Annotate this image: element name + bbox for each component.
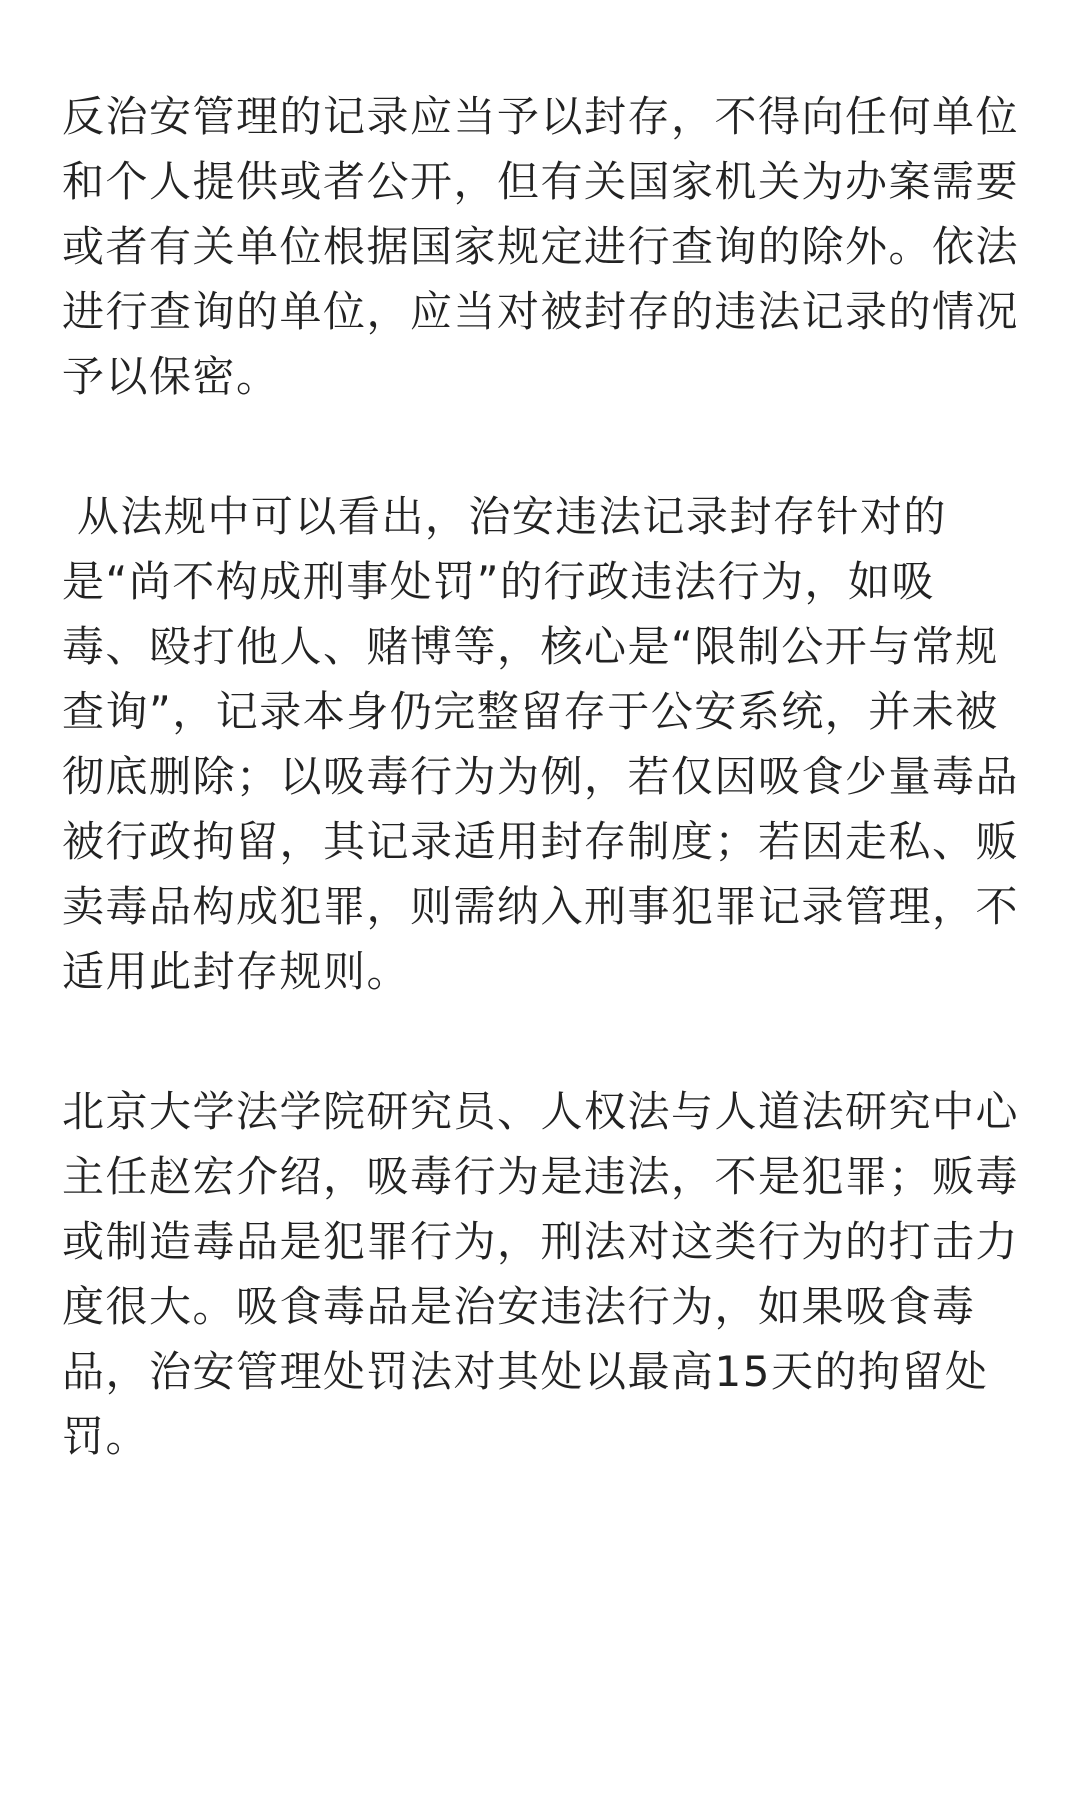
text-line: 或制造毒品是犯罪行为，刑法对这类行为的打击力 xyxy=(62,1217,1020,1266)
paragraph-spacer xyxy=(62,1004,1020,1079)
text-line: 查询”，记录本身仍完整留存于公安系统，并未被 xyxy=(62,687,999,736)
text-line: 主任赵宏介绍，吸毒行为是违法，不是犯罪；贩毒 xyxy=(62,1152,1020,1201)
text-line: 从法规中可以看出，治安违法记录封存针对的 xyxy=(62,492,947,541)
text-line: 适用此封存规则。 xyxy=(62,947,411,996)
text-line: 度很大。吸食毒品是治安违法行为，如果吸食毒 xyxy=(62,1282,976,1331)
text-line: 卖毒品构成犯罪，则需纳入刑事犯罪记录管理，不 xyxy=(62,882,1020,931)
text-line: 北京大学法学院研究员、人权法与人道法研究中心 xyxy=(62,1087,1020,1136)
text-line: 品，治安管理处罚法对其处以最高15天的拘留处 xyxy=(62,1347,989,1396)
paragraph-spacer xyxy=(62,409,1020,484)
article-body xyxy=(62,84,1020,1469)
paragraph xyxy=(62,84,1020,409)
paragraph xyxy=(62,1079,1020,1469)
text-line: 被行政拘留，其记录适用封存制度；若因走私、贩 xyxy=(62,817,1020,866)
text-line: 彻底删除；以吸毒行为为例，若仅因吸食少量毒品 xyxy=(62,752,1020,801)
text-line: 反治安管理的记录应当予以封存，不得向任何单位 xyxy=(62,92,1020,141)
text-line: 予以保密。 xyxy=(62,352,280,401)
text-line: 和个人提供或者公开，但有关国家机关为办案需要 xyxy=(62,157,1020,206)
paragraph xyxy=(62,484,1020,1004)
text-line: 进行查询的单位，应当对被封存的违法记录的情况 xyxy=(62,287,1020,336)
text-line: 是“尚不构成刑事处罚”的行政违法行为，如吸 xyxy=(62,557,936,606)
text-line: 毒、殴打他人、赌博等，核心是“限制公开与常规 xyxy=(62,622,999,671)
text-line: 罚。 xyxy=(62,1412,150,1461)
text-line: 或者有关单位根据国家规定进行查询的除外。依法 xyxy=(62,222,1020,271)
